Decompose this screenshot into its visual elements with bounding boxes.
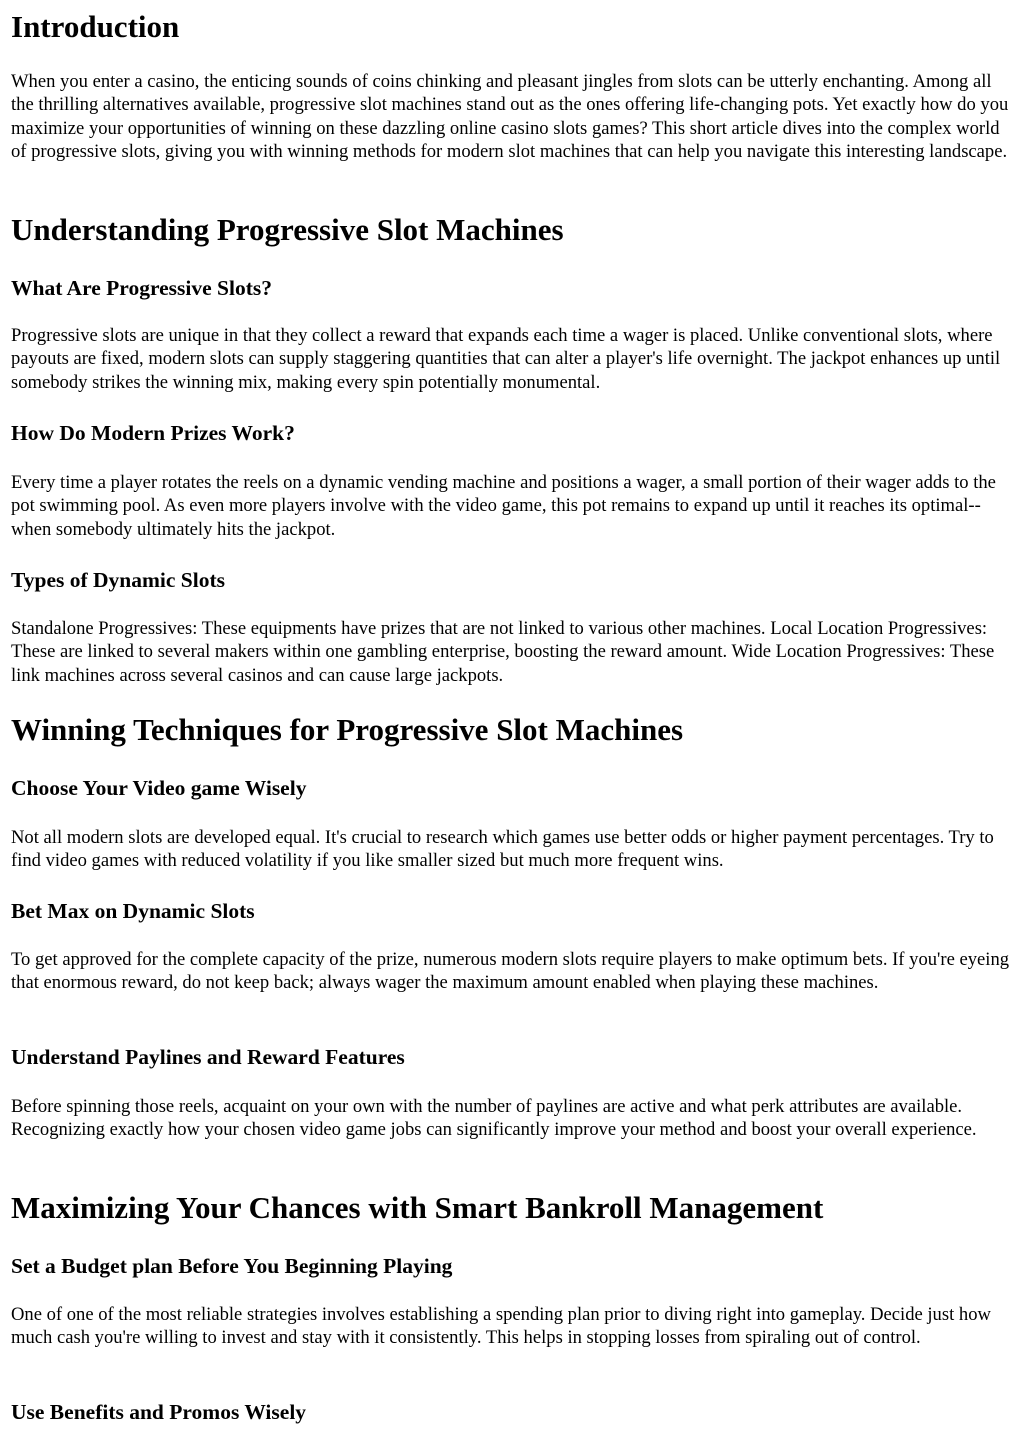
- heading-understanding-progressive-slots: Understanding Progressive Slot Machines: [11, 212, 564, 247]
- heading-winning-techniques: Winning Techniques for Progressive Slot Machines: [11, 712, 684, 747]
- paragraph-introduction: When you enter a casino, the enticing sounds of coins chinking and pleasant jingles from slots can be utterly enchanting. Among all the thrilling alternatives available, progressive slot machines stand out as the ones offering life-changing pots. Yet exactly how do you maximize your opportunities of winning on these dazzling online casino slots games? This short article dives into the complex world of progressive slots, giving you with winning methods for modern slot machines that can help you navigate this interesting landscape.: [11, 71, 1009, 162]
- subheading-choose-game: Choose Your Video game Wisely: [11, 776, 307, 800]
- subheading-set-budget: Set a Budget plan Before You Beginning Playing: [11, 1254, 453, 1278]
- paragraph-types-of-slots: Standalone Progressives: These equipments have prizes that are not linked to various other machines. Local Location Progressives: These are linked to several makers within one gambling enterprise, boosting the reward amount. Wide Location Progressives: These link machines across several casinos and can cause large jackpots.: [11, 618, 995, 686]
- subheading-what-are-progressive-slots: What Are Progressive Slots?: [11, 276, 272, 300]
- heading-introduction: Introduction: [11, 9, 180, 44]
- paragraph-choose-game: Not all modern slots are developed equal. It's crucial to research which games use better odds or higher payment percentages. Try to find video games with reduced volatility if you like smaller sized but much more frequent wins.: [11, 827, 994, 872]
- paragraph-paylines: Before spinning those reels, acquaint on your own with the number of paylines are active and what perk attributes are available. Recognizing exactly how your chosen video game jobs can significantly improve your method and boost your overall experience.: [11, 1096, 977, 1141]
- paragraph-set-budget: One of one of the most reliable strategies involves establishing a spending plan prior to diving right into gameplay. Decide just how much cash you're willing to invest and stay with it consistently. This helps in stopping losses from spiraling out of control.: [11, 1304, 991, 1349]
- subheading-types-of-slots: Types of Dynamic Slots: [11, 568, 226, 592]
- paragraph-what-are-progressive-slots: Progressive slots are unique in that they collect a reward that expands each time a wager is placed. Unlike conventional slots, where payouts are fixed, modern slots can supply staggering quantities that can alter a player's life overnight. The jackpot enhances up until somebody strikes the winning mix, making every spin potentially monumental.: [11, 325, 1001, 393]
- subheading-bet-max: Bet Max on Dynamic Slots: [11, 899, 255, 923]
- subheading-paylines: Understand Paylines and Reward Features: [11, 1045, 405, 1069]
- heading-bankroll-management: Maximizing Your Chances with Smart Bankroll Management: [11, 1190, 824, 1225]
- subheading-how-do-prizes-work: How Do Modern Prizes Work?: [11, 421, 295, 445]
- paragraph-how-do-prizes-work: Every time a player rotates the reels on a dynamic vending machine and positions a wager, a small portion of their wager adds to the pot swimming pool. As even more players involve with the video game, this pot remains to expand up until it reaches its optimal-- when somebody ultimately hits the jackpot.: [11, 472, 996, 540]
- subheading-use-benefits: Use Benefits and Promos Wisely: [11, 1400, 307, 1424]
- paragraph-bet-max: To get approved for the complete capacity of the prize, numerous modern slots require players to make optimum bets. If you're eyeing that enormous reward, do not keep back; always wager the maximum amount enabled when playing these machines.: [11, 949, 1010, 994]
